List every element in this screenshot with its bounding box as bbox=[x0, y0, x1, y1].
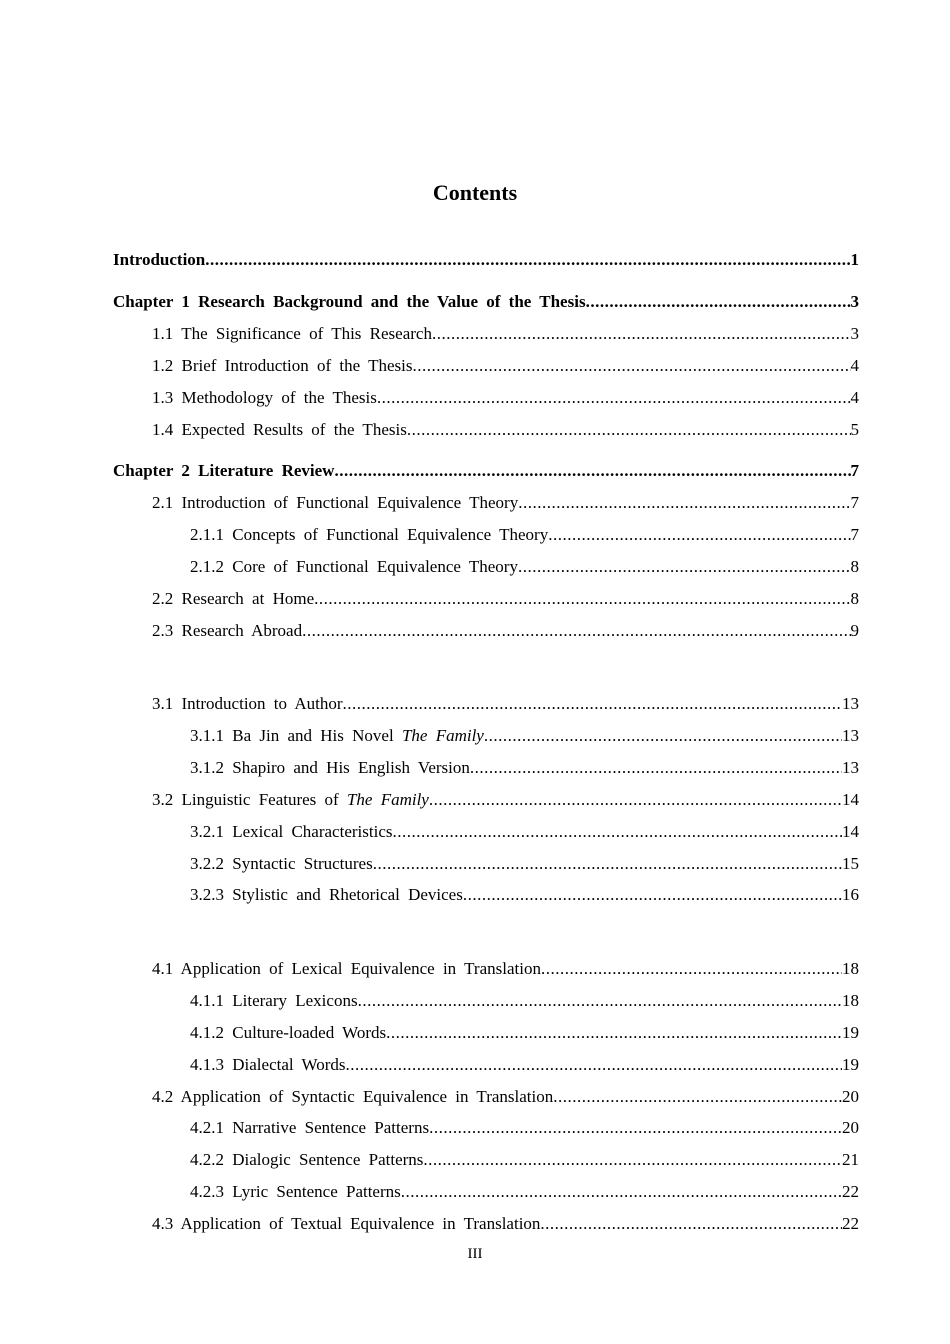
toc-entry-3-1-2[interactable] bbox=[190, 757, 859, 779]
dot-leader bbox=[548, 524, 850, 546]
toc-page-number: 14 bbox=[842, 790, 859, 809]
dot-leader bbox=[314, 588, 850, 610]
toc-entry-title: 2.1.2 Core of Functional Equivalence Theory bbox=[190, 557, 518, 576]
toc-entry-title: 1.1 The Significance of This Research bbox=[152, 324, 432, 343]
dot-leader bbox=[373, 853, 842, 875]
toc-page-number: 13 bbox=[842, 694, 859, 713]
dot-leader bbox=[412, 355, 850, 377]
dot-leader bbox=[334, 460, 850, 482]
toc-entry-1-4[interactable] bbox=[152, 419, 859, 441]
toc-page-number: 9 bbox=[850, 621, 859, 640]
toc-entry-chapter-2[interactable] bbox=[113, 460, 859, 482]
toc-entry-title: 1.4 Expected Results of the Thesis bbox=[152, 420, 407, 439]
toc-page-number: 13 bbox=[842, 758, 859, 777]
toc-entry-4-1-3[interactable] bbox=[190, 1054, 859, 1076]
dot-leader bbox=[386, 1022, 842, 1044]
toc-entry-title: 3.1 Introduction to Author bbox=[152, 694, 343, 713]
dot-leader bbox=[518, 492, 850, 514]
toc-page-number: 22 bbox=[842, 1214, 859, 1233]
toc-entry-3-2-3[interactable] bbox=[190, 884, 859, 906]
dot-leader bbox=[540, 1213, 842, 1235]
toc-entry-title: 4.3 Application of Textual Equivalence in Translation bbox=[152, 1214, 541, 1233]
dot-leader bbox=[407, 419, 851, 441]
toc-entry-3-1-1[interactable] bbox=[190, 725, 859, 747]
toc-page-number: 7 bbox=[850, 493, 859, 512]
toc-entry-title: 4.1.1 Literary Lexicons bbox=[190, 991, 358, 1010]
toc-entry-title: 3.2 Linguistic Features of The Family bbox=[152, 790, 429, 809]
toc-page-number: 18 bbox=[842, 991, 859, 1010]
toc-entry-4-2-1[interactable] bbox=[190, 1117, 859, 1139]
toc-entry-title: 4.2.1 Narrative Sentence Patterns bbox=[190, 1118, 430, 1137]
toc-entry-4-2[interactable] bbox=[152, 1086, 859, 1108]
toc-page-number: 16 bbox=[842, 885, 859, 904]
toc-page-number: 20 bbox=[842, 1087, 859, 1106]
toc-page-number: 8 bbox=[850, 589, 859, 608]
toc-entry-4-1[interactable] bbox=[152, 958, 859, 980]
dot-leader bbox=[429, 1117, 842, 1139]
dot-leader bbox=[553, 1086, 842, 1108]
toc-page-number: 20 bbox=[842, 1118, 859, 1137]
toc-entry-title: 3.1.1 Ba Jin and His Novel The Family bbox=[190, 726, 484, 745]
toc-entry-title: 2.1.1 Concepts of Functional Equivalence Theory bbox=[190, 525, 549, 544]
dot-leader bbox=[463, 884, 842, 906]
dot-leader bbox=[205, 249, 850, 271]
toc-entry-title: 4.2.2 Dialogic Sentence Patterns bbox=[190, 1150, 424, 1169]
toc-entry-title: 4.1.3 Dialectal Words bbox=[190, 1055, 346, 1074]
toc-entry-4-1-1[interactable] bbox=[190, 990, 859, 1012]
toc-entry-3-1[interactable] bbox=[152, 693, 859, 715]
toc-page-number: 19 bbox=[842, 1055, 859, 1074]
dot-leader bbox=[392, 821, 842, 843]
dot-leader bbox=[586, 291, 851, 313]
toc-page-number: 4 bbox=[850, 388, 859, 407]
dot-leader bbox=[470, 757, 842, 779]
toc-entry-title: 3.1.2 Shapiro and His English Version bbox=[190, 758, 470, 777]
contents-title: Contents bbox=[432, 180, 518, 205]
dot-leader bbox=[346, 1054, 842, 1076]
toc-entry-title: Introduction bbox=[113, 250, 206, 269]
toc-page-number: 8 bbox=[850, 557, 859, 576]
dot-leader bbox=[429, 789, 842, 811]
toc-entry-3-2-1[interactable] bbox=[190, 821, 859, 843]
toc-page-number: 15 bbox=[842, 854, 859, 873]
toc-page-number: 22 bbox=[842, 1182, 859, 1201]
toc-page-number: 3 bbox=[850, 324, 859, 343]
dot-leader bbox=[518, 556, 851, 578]
dot-leader bbox=[423, 1149, 842, 1171]
dot-leader bbox=[484, 725, 842, 747]
toc-entry-1-2[interactable] bbox=[152, 355, 859, 377]
toc-page-number: 13 bbox=[842, 726, 859, 745]
toc-entry-1-1[interactable] bbox=[152, 323, 859, 345]
page-number-footer: III bbox=[467, 1246, 483, 1262]
toc-entry-title: 4.1 Application of Lexical Equivalence in Translation bbox=[152, 959, 541, 978]
dot-leader bbox=[541, 958, 842, 980]
toc-entry-2-1-1[interactable] bbox=[190, 524, 859, 546]
toc-entry-4-1-2[interactable] bbox=[190, 1022, 859, 1044]
dot-leader bbox=[401, 1181, 842, 1203]
toc-page-number: 4 bbox=[850, 356, 859, 375]
dot-leader bbox=[302, 620, 850, 642]
toc-entry-title: 4.1.2 Culture-loaded Words bbox=[190, 1023, 387, 1042]
toc-entry-title: 1.3 Methodology of the Thesis bbox=[152, 388, 377, 407]
toc-entry-title: 1.2 Brief Introduction of the Thesis bbox=[152, 356, 413, 375]
toc-entry-3-2[interactable] bbox=[152, 789, 859, 811]
dot-leader bbox=[432, 323, 851, 345]
toc-entry-title: 4.2.3 Lyric Sentence Patterns bbox=[190, 1182, 401, 1201]
toc-entry-title: 2.2 Research at Home bbox=[152, 589, 315, 608]
toc-entry-2-1-2[interactable] bbox=[190, 556, 859, 578]
toc-page-number: 7 bbox=[850, 525, 859, 544]
toc-entry-title: 2.1 Introduction of Functional Equivalence Theory bbox=[152, 493, 519, 512]
toc-entry-1-3[interactable] bbox=[152, 387, 859, 409]
toc-entry-title: 4.2 Application of Syntactic Equivalence in Translation bbox=[152, 1087, 554, 1106]
toc-page-number: 7 bbox=[850, 461, 859, 480]
toc-entry-4-2-3[interactable] bbox=[190, 1181, 859, 1203]
toc-page-number: 18 bbox=[842, 959, 859, 978]
toc-entry-4-2-2[interactable] bbox=[190, 1149, 859, 1171]
dot-leader bbox=[377, 387, 851, 409]
dot-leader bbox=[358, 990, 842, 1012]
toc-entry-introduction[interactable] bbox=[113, 249, 859, 271]
toc-page-number: 3 bbox=[850, 292, 859, 311]
toc-entry-title: Chapter 1 Research Background and the Value of the Thesis bbox=[113, 292, 586, 311]
toc-entry-title: 3.2.3 Stylistic and Rhetorical Devices bbox=[190, 885, 463, 904]
toc-page-number: 21 bbox=[842, 1150, 859, 1169]
toc-entry-title: 3.2.1 Lexical Characteristics bbox=[190, 822, 393, 841]
toc-entry-title: Chapter 2 Literature Review bbox=[113, 461, 335, 480]
toc-entry-title: 3.2.2 Syntactic Structures bbox=[190, 854, 373, 873]
toc-entry-2-2[interactable] bbox=[152, 588, 859, 610]
toc-entry-2-3[interactable] bbox=[152, 620, 859, 642]
toc-page-number: 1 bbox=[850, 250, 859, 269]
toc-entry-3-2-2[interactable] bbox=[190, 853, 859, 875]
toc-entry-chapter-1[interactable] bbox=[113, 291, 859, 313]
toc-page-number: 14 bbox=[842, 822, 859, 841]
toc-entry-title: 2.3 Research Abroad bbox=[152, 621, 303, 640]
toc-entry-4-3[interactable] bbox=[152, 1213, 859, 1235]
toc-entry-2-1[interactable] bbox=[152, 492, 859, 514]
toc-page-number: 5 bbox=[850, 420, 859, 439]
dot-leader bbox=[342, 693, 842, 715]
toc-page-number: 19 bbox=[842, 1023, 859, 1042]
